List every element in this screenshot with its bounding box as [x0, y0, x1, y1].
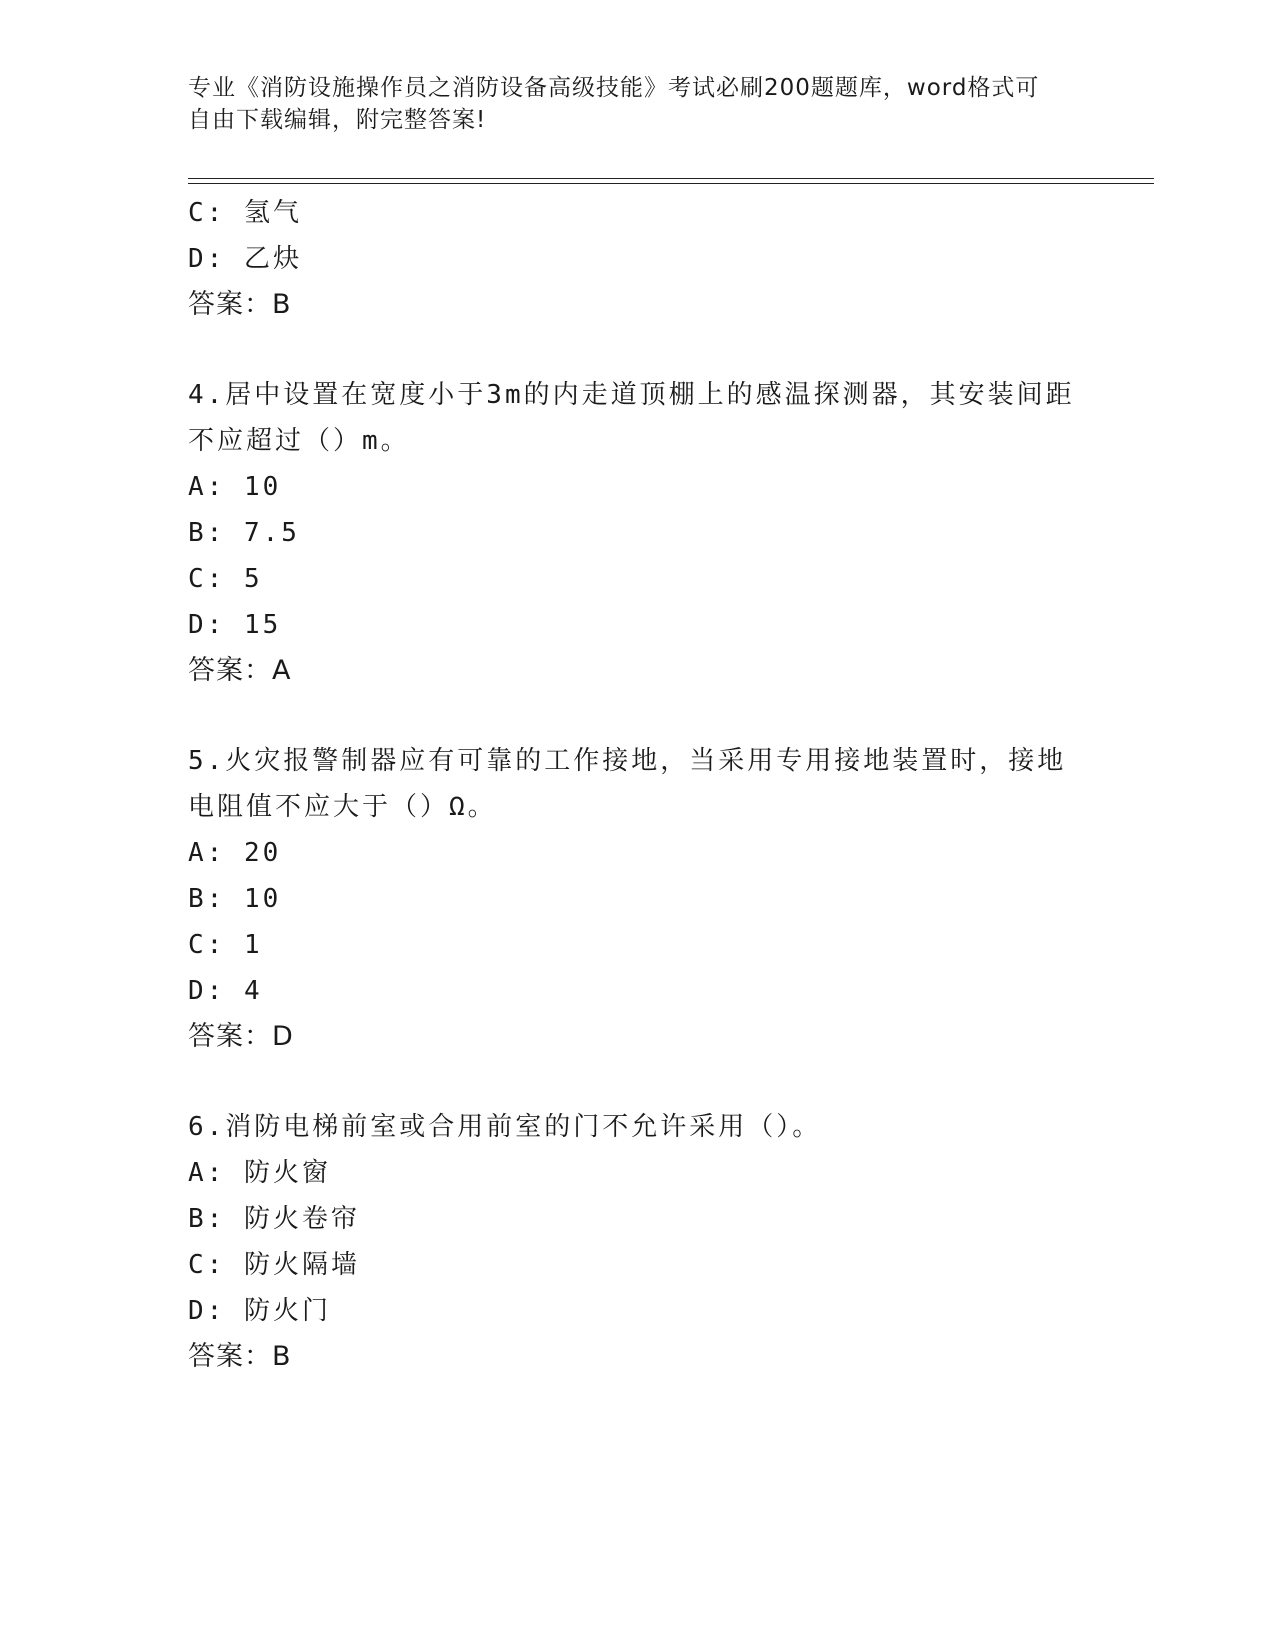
question-stem-line-2: 不应超过（）m。	[188, 426, 410, 456]
option-b: B: 7.5	[188, 518, 300, 548]
header-line-1: 专业《消防设施操作员之消防设备高级技能》考试必刷200题题库，word格式可	[188, 75, 1040, 101]
question-stem	[188, 738, 1088, 830]
question-stem	[188, 372, 1088, 464]
option-d: D: 15	[188, 610, 282, 640]
option-d: D: 4	[188, 976, 263, 1006]
option-d: D: 防火门	[188, 1296, 331, 1326]
option-b: B: 10	[188, 884, 282, 914]
answer-label: 答案：B	[188, 1341, 292, 1372]
option-a: A: 10	[188, 472, 282, 502]
option-a: A: 防火窗	[188, 1158, 331, 1188]
answer-label: 答案：D	[188, 1021, 294, 1052]
question-6	[188, 1104, 1088, 1380]
question-stem-line-1: 5.火灾报警制器应有可靠的工作接地，当采用专用接地装置时，接地	[188, 746, 1067, 776]
option-b: B: 防火卷帘	[188, 1204, 360, 1234]
question-stem	[188, 1104, 1088, 1150]
document-header	[188, 72, 1088, 136]
question-4	[188, 372, 1088, 694]
header-line-2: 自由下载编辑，附完整答案!	[188, 107, 487, 133]
answer-label: 答案：A	[188, 655, 292, 686]
header-divider-top	[188, 178, 1154, 179]
question-stem-line-2: 电阻值不应大于（）Ω。	[188, 792, 497, 822]
option-c: C: 5	[188, 564, 263, 594]
question-5	[188, 738, 1088, 1060]
option-c: C: 防火隔墙	[188, 1250, 360, 1280]
option-a: A: 20	[188, 838, 282, 868]
question-list	[188, 190, 1088, 1380]
question-stem-line-1: 4.居中设置在宽度小于3m的内走道顶棚上的感温探测器，其安装间距	[188, 380, 1075, 410]
header-divider-bottom	[188, 183, 1154, 184]
option-c: C: 1	[188, 930, 263, 960]
answer-label: 答案：B	[188, 289, 292, 320]
question-3-tail	[188, 190, 1088, 328]
option-d: D: 乙炔	[188, 244, 302, 274]
question-stem-line-1: 6.消防电梯前室或合用前室的门不允许采用（）。	[188, 1112, 822, 1142]
option-c: C: 氢气	[188, 198, 302, 228]
